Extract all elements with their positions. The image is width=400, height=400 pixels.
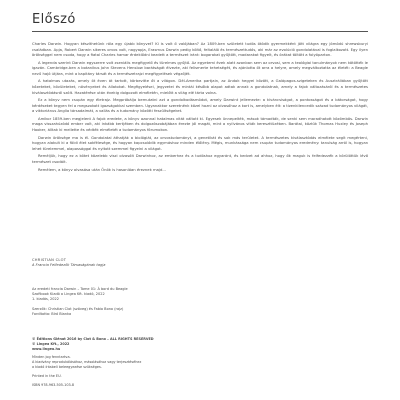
preface-paragraph: Charles Darwin. Hogyan készíthetünk róla egy újabb könyvet? Ki is volt ő valójában? Az 1809-ben született tudós ötödik gyermekként jött világra egy jómódú shrewsburyi családban. Apja, Robert Darwin sikeres orvos volt, nagyapja, Erasmus Darwin pedig költő, feltaláló és természettudós, aki már az evolúció gondolatával is foglalkozott. Egy ilyen örökséggel nem csoda, hogy a fiatal Charles hamar érdeklődni kezdett a természet iránt: bogarakat gyűjtött, madarakat figyelt, és órákat töltött a folyóparton. [32, 42, 368, 58]
original-title: Az eredeti francia Darwin – Tome 01: À bord du Beagle [32, 287, 128, 291]
printed-line: Printed in the EU. [32, 373, 62, 378]
preface-paragraph: Darwin öröksége ma is él. Gondolatai áthatják a biológiát, az orvostudományt, a genetikát és sok más területet. A természetes kiválasztódás elmélete segít megérteni, hogyan alakult ki a földi élet sokfélesége, és hogyan kapcsolódik egymáshoz minden élőlény. Mégis, munkássága nem csupán tudományos eredmény: tanulság arról is, hogyan lehet türelemmel, alapossággal és nyitott szemmel figyelni a világot. [32, 135, 368, 151]
copyright-line: © Éditions Glénat 2016 by Clot & Bono – ALL RIGHTS RESERVED [32, 337, 154, 341]
preface-paragraph: Ez a könyv nem csupán egy életrajz. Megpróbálja bemutatni azt a gondolkodásmódot, amely Darwint jellemezte: a kíváncsiságot, a pontosságot és a bátorságot, hogy kérdéseket tegyen fel a megszokott igazságokkal szemben. Ugyanakkor szeretnénk közel hozni az olvasóhoz a kort is, amelyben élt: a tizenkilencedik század tudományos világát, a viktoriánus Anglia társadalmát, a vallás és a tudomány közötti feszültségeket. [32, 98, 368, 114]
preface-body [32, 42, 368, 175]
page-title: Előszó [32, 12, 76, 27]
preface-paragraph: Reméljük, hogy ez a kötet közelebb viszi olvasóit Darwinhoz, az emberhez és a tudóshoz egyaránt, és kedvet ad ahhoz, hogy ők maguk is felfedezzék a körülöttük lévő természet csodáit. [32, 154, 368, 164]
preface-paragraph: A hatalmas utazás, amely öt éven át tartott, körbevitte őt a világon. Dél-Amerika partjain, az Andok hegyei között, a Galápagos-szigeteken és Ausztráliában gyűjtött kőzeteket, kövületeket, növényeket és állatokat. Megfigyelései, jegyzetei és mintái később alapot adtak annak a gondolatnak, amely a fajok változásáról és a természetes kiválasztódásról szólt. Hazatérése után évekig dolgozott elméletén, mielőtt a világ elé tárta volna. [32, 79, 368, 95]
copyright-block [32, 337, 154, 387]
author-name: CHRISTIAN CLOT [32, 258, 67, 262]
publisher-line: Szofibook Kiadó a Lingea Kft. kiadó, 2022 [32, 292, 105, 297]
author-signature [32, 258, 105, 269]
authors-line: Szerzők: Christian Clot (szöveg) és Fabio Bono (rajz) [32, 307, 124, 312]
copyright-hu-line: © Lingea Kft., 2022 [32, 341, 70, 346]
website-link[interactable]: www.lingea.hu [32, 346, 61, 351]
preface-paragraph: Amikor 1859-ben megjelent A fajok eredete, a könyv azonnal hatalmas vitát váltott ki. Egyesek ünnepelték, mások támadták, de senki sem maradhatott közömbös. Darwin maga visszahúzódó ember volt, aki inkább kertjében és dolgozószobájában érezte jól magát, mint a nyilvános viták kereszttüzében. Barátai, köztük Thomas Huxley és Joseph Hooker, álltak ki mellette és védték elméletét a tudományos fórumokon. [32, 116, 368, 133]
preface-paragraph: Remélem, a könyv olvasása után Önök is hasonlóan éreznek majd... [38, 167, 166, 172]
rights-notice: a kiadó írásbeli beleegyezése szükséges. [32, 364, 102, 369]
translator-line: Fordította: Bíró Bianka [32, 312, 72, 317]
edition-line: 1. kiadás, 2022 [32, 297, 59, 302]
preface-paragraph: A legenda szerint Darwin egyszerre volt zseniális megfigyelő és türelmes gyűjtő. Az egyetemi évek alatt azonban sem az orvosi, sem a teológiai tanulmányok nem kötötték le igazán. Cambridge-ben a botanikus John Stevens Henslow barátságát élvezte, aki felismerte tehetségét, és ajánlotta őt arra a helyre, amely megváltoztatta az életét: a Beagle nevű hajó útjára, mint a kapitány társát és a természetrajzi megfigyelések végzőjét. [32, 60, 368, 76]
title-divider [32, 31, 368, 32]
rights-notice: Minden jog fenntartva. [32, 355, 71, 360]
edition-credits [32, 287, 128, 317]
isbn-line: ISBN 978-963-505-103-8 [32, 382, 75, 387]
author-role: A Francia Felfedezők Társaságának tagja [32, 263, 106, 268]
rights-notice: A kiadvány reprodukálásához, másolásához vagy terjesztéséhez [32, 360, 142, 365]
